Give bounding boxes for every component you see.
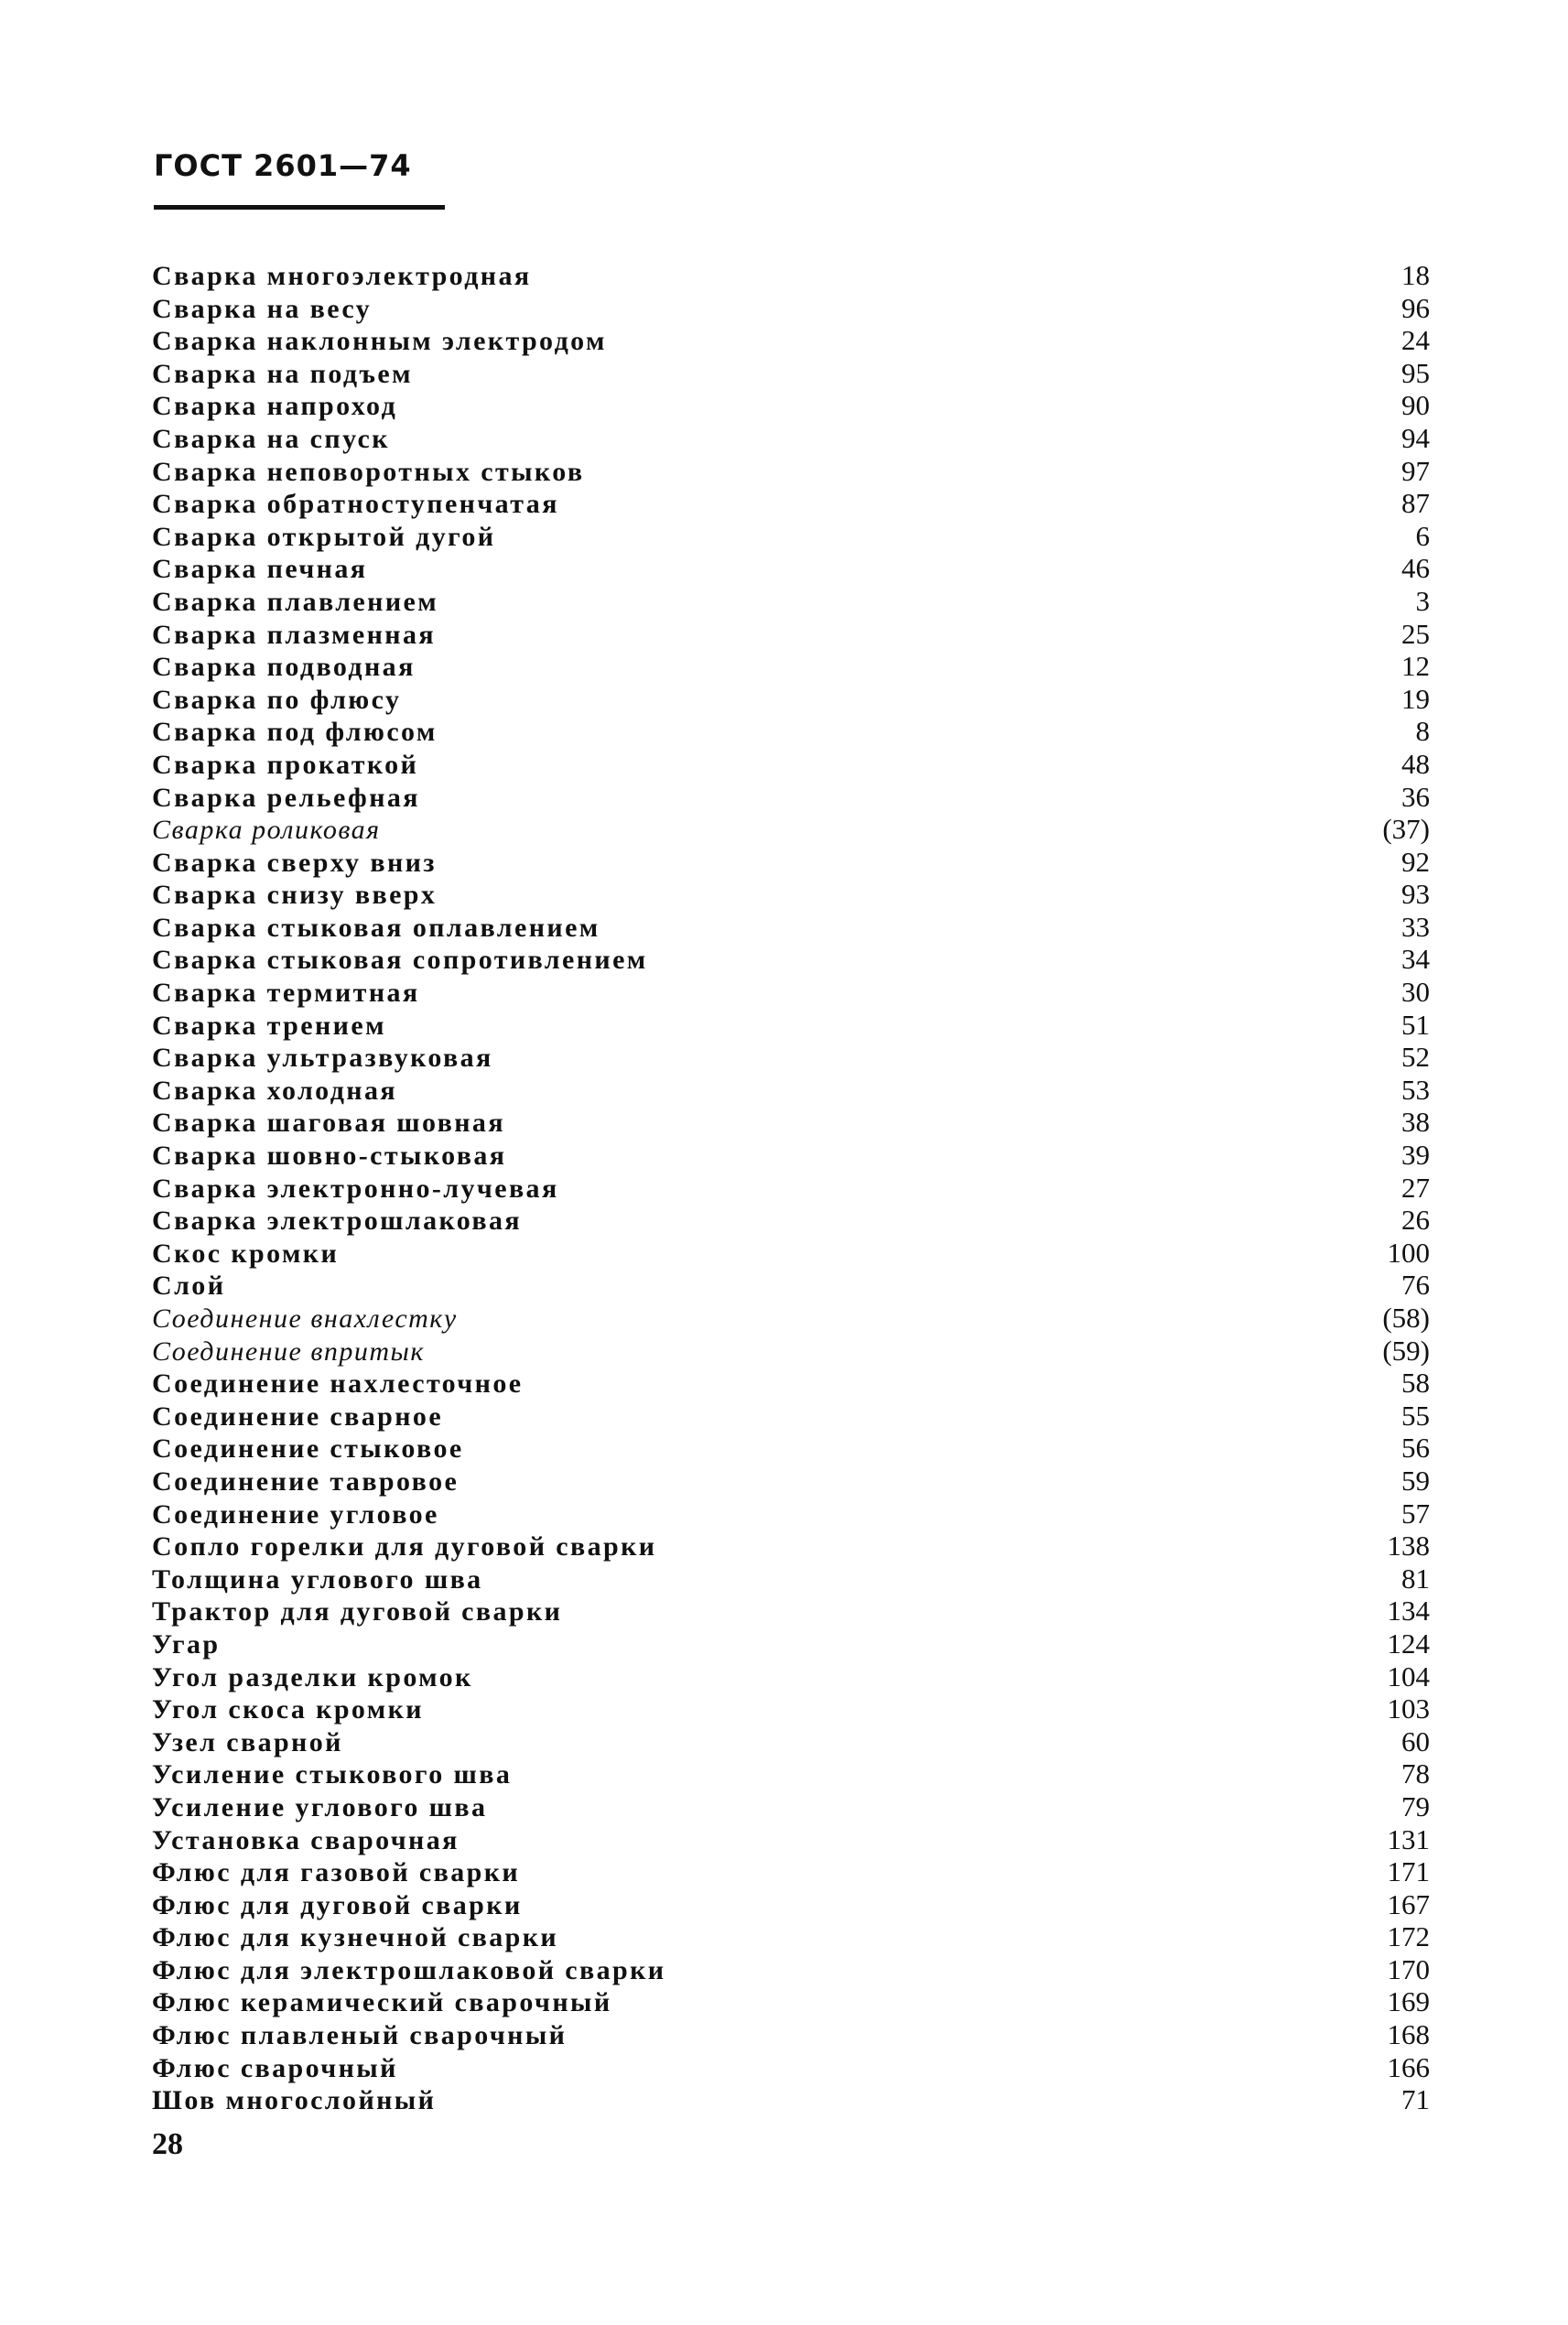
index-entry bbox=[152, 715, 1430, 748]
index-entry bbox=[152, 1563, 1430, 1595]
index-term-number: 96 bbox=[1401, 291, 1430, 324]
index-entry bbox=[152, 1074, 1430, 1107]
index-term: Сварка стыковая сопротивлением bbox=[152, 945, 648, 976]
index-entry bbox=[152, 324, 1430, 357]
index-entry bbox=[152, 878, 1430, 911]
index-term-number: 19 bbox=[1401, 682, 1430, 715]
index-entry bbox=[152, 1106, 1430, 1139]
index-entry bbox=[152, 1757, 1430, 1790]
index-term: Угол разделки кромок bbox=[152, 1661, 473, 1692]
index-term-number: 87 bbox=[1401, 487, 1430, 520]
index-term-number: 58 bbox=[1401, 1367, 1430, 1400]
index-entry bbox=[152, 813, 1430, 846]
index-entry bbox=[152, 781, 1430, 814]
index-term: Сварка по флюсу bbox=[152, 684, 402, 715]
index-term-number: 34 bbox=[1401, 943, 1430, 976]
index-term: Сварка ультразвуковая bbox=[152, 1043, 493, 1074]
index-term: Сварка прокаткой bbox=[152, 749, 419, 780]
index-term: Соединение угловое bbox=[152, 1498, 439, 1530]
index-term-number: (37) bbox=[1382, 813, 1430, 846]
index-entry bbox=[152, 292, 1430, 325]
index-entry bbox=[152, 976, 1430, 1009]
index-term: Соединение стыковое bbox=[152, 1433, 464, 1465]
index-term-number: 94 bbox=[1401, 421, 1430, 454]
index-entry bbox=[152, 1790, 1430, 1823]
index-term: Установка сварочная bbox=[152, 1824, 460, 1855]
index-entry bbox=[152, 259, 1430, 292]
index-term: Сварка трением bbox=[152, 1010, 386, 1041]
header-rule bbox=[154, 205, 445, 210]
index-term: Сварка стыковая оплавлением bbox=[152, 912, 600, 943]
index-term-number: 3 bbox=[1415, 584, 1430, 617]
index-term-number: 8 bbox=[1415, 715, 1430, 748]
index-term: Сварка сверху вниз bbox=[152, 847, 437, 878]
index-term-number: 167 bbox=[1387, 1887, 1430, 1920]
index-term-number: 51 bbox=[1401, 1008, 1430, 1041]
index-term-number: 60 bbox=[1401, 1725, 1430, 1757]
index-entry bbox=[152, 1237, 1430, 1270]
index-term: Флюс для кузнечной сварки bbox=[152, 1922, 559, 1953]
index-term-number: 59 bbox=[1401, 1464, 1430, 1497]
index-entry bbox=[152, 1465, 1430, 1498]
index-entry bbox=[152, 552, 1430, 585]
index-term-number: 55 bbox=[1401, 1399, 1430, 1432]
index-term: Сварка шовно-стыковая bbox=[152, 1141, 507, 1172]
index-term: Сварка открытой дугой bbox=[152, 521, 496, 552]
index-entry bbox=[152, 1920, 1430, 1953]
index-term-number: 12 bbox=[1401, 650, 1430, 683]
index-entry bbox=[152, 618, 1430, 651]
index-entry bbox=[152, 455, 1430, 488]
index-term-number: 168 bbox=[1387, 2018, 1430, 2051]
index-term-number: 6 bbox=[1415, 519, 1430, 552]
index-term-number: 93 bbox=[1401, 878, 1430, 911]
index-term-number: 166 bbox=[1387, 2050, 1430, 2083]
index-term-number: 76 bbox=[1401, 1269, 1430, 1302]
index-term-number: 172 bbox=[1387, 1920, 1430, 1953]
index-term-number: 79 bbox=[1401, 1790, 1430, 1822]
index-term: Угол скоса кромки bbox=[152, 1694, 424, 1725]
index-term-number: 48 bbox=[1401, 747, 1430, 780]
index-term: Слой bbox=[152, 1271, 226, 1302]
index-term-number: 39 bbox=[1401, 1139, 1430, 1172]
index-entry bbox=[152, 2083, 1430, 2116]
index-term-number: 26 bbox=[1401, 1204, 1430, 1237]
index-term: Флюс для газовой сварки bbox=[152, 1857, 521, 1888]
index-entry bbox=[152, 1204, 1430, 1237]
index-term: Узел сварной bbox=[152, 1726, 343, 1757]
index-term: Флюс керамический сварочный bbox=[152, 1987, 612, 2018]
index-term: Соединение впритык bbox=[152, 1336, 425, 1367]
index-term: Сварка электронно-лучевая bbox=[152, 1173, 559, 1204]
index-entry bbox=[152, 943, 1430, 976]
index-term: Соединение сварное bbox=[152, 1400, 444, 1432]
index-term: Угар bbox=[152, 1628, 221, 1660]
index-term: Сварка холодная bbox=[152, 1075, 398, 1106]
index-term: Соединение нахлесточное bbox=[152, 1368, 524, 1400]
index-term-number: 46 bbox=[1401, 552, 1430, 585]
index-term-number: 38 bbox=[1401, 1106, 1430, 1139]
index-term: Шов многослойный bbox=[152, 2085, 437, 2116]
index-entry bbox=[152, 911, 1430, 944]
index-term-number: 138 bbox=[1387, 1530, 1430, 1563]
index-entry bbox=[152, 683, 1430, 716]
index-term-number: 104 bbox=[1387, 1660, 1430, 1692]
index-entry bbox=[152, 357, 1430, 390]
index-entry bbox=[152, 1400, 1430, 1433]
index-term: Сварка снизу вверх bbox=[152, 880, 438, 911]
page-number: 28 bbox=[152, 2127, 183, 2161]
term-index-list bbox=[152, 259, 1430, 2116]
index-term-number: 124 bbox=[1387, 1627, 1430, 1660]
index-term-number: 95 bbox=[1401, 356, 1430, 389]
index-entry bbox=[152, 520, 1430, 553]
index-term: Толщина углового шва bbox=[152, 1563, 483, 1595]
index-term-number: 134 bbox=[1387, 1595, 1430, 1628]
index-term: Сварка электрошлаковая bbox=[152, 1206, 523, 1237]
index-entry bbox=[152, 1628, 1430, 1660]
index-term-number: 30 bbox=[1401, 976, 1430, 1009]
index-term: Сопло горелки для дуговой сварки bbox=[152, 1531, 657, 1563]
index-entry bbox=[152, 1139, 1430, 1172]
index-term-number: 81 bbox=[1401, 1562, 1430, 1595]
index-entry bbox=[152, 1269, 1430, 1302]
index-term-number: 100 bbox=[1387, 1236, 1430, 1269]
index-term-number: 36 bbox=[1401, 780, 1430, 813]
index-term: Сварка на весу bbox=[152, 293, 373, 324]
index-term: Сварка под флюсом bbox=[152, 717, 438, 748]
index-term-number: 131 bbox=[1387, 1822, 1430, 1855]
index-entry bbox=[152, 1335, 1430, 1368]
index-term: Сварка роликовая bbox=[152, 815, 381, 846]
index-entry bbox=[152, 585, 1430, 618]
index-term-number: (59) bbox=[1382, 1334, 1430, 1367]
index-entry bbox=[152, 1953, 1430, 1986]
index-term-number: 27 bbox=[1401, 1171, 1430, 1204]
index-term: Усиление стыкового шва bbox=[152, 1759, 513, 1790]
index-entry bbox=[152, 487, 1430, 520]
index-term: Флюс сварочный bbox=[152, 2052, 398, 2083]
index-entry bbox=[152, 1367, 1430, 1400]
index-term: Соединение внахлестку bbox=[152, 1303, 458, 1334]
index-entry bbox=[152, 650, 1430, 683]
index-term: Флюс для дуговой сварки bbox=[152, 1889, 523, 1920]
index-term: Сварка неповоротных стыков bbox=[152, 456, 585, 487]
index-term-number: 24 bbox=[1401, 324, 1430, 357]
index-term-number: 71 bbox=[1401, 2083, 1430, 2116]
index-term-number: 171 bbox=[1387, 1855, 1430, 1888]
index-term-number: 25 bbox=[1401, 617, 1430, 650]
index-term: Сварка плавлением bbox=[152, 586, 439, 617]
index-term-number: 53 bbox=[1401, 1073, 1430, 1106]
index-term-number: 170 bbox=[1387, 1952, 1430, 1985]
index-entry bbox=[152, 1041, 1430, 1074]
index-entry bbox=[152, 1498, 1430, 1530]
index-term-number: 92 bbox=[1401, 845, 1430, 878]
index-entry bbox=[152, 1888, 1430, 1921]
index-term-number: (58) bbox=[1382, 1302, 1430, 1334]
index-entry bbox=[152, 422, 1430, 455]
index-term-number: 52 bbox=[1401, 1041, 1430, 1074]
index-term-number: 78 bbox=[1401, 1757, 1430, 1790]
index-term: Сварка термитная bbox=[152, 978, 420, 1009]
index-entry bbox=[152, 1530, 1430, 1563]
index-term: Соединение тавровое bbox=[152, 1465, 460, 1497]
index-entry bbox=[152, 1725, 1430, 1758]
index-term: Флюс для электрошлаковой сварки bbox=[152, 1954, 666, 1985]
index-entry bbox=[152, 1432, 1430, 1465]
index-term: Флюс плавленый сварочный bbox=[152, 2020, 568, 2051]
index-term-number: 169 bbox=[1387, 1985, 1430, 2018]
index-term: Сварка печная bbox=[152, 554, 368, 585]
index-term: Сварка на подъем bbox=[152, 358, 413, 389]
index-term-number: 90 bbox=[1401, 389, 1430, 422]
index-entry bbox=[152, 1692, 1430, 1725]
index-term-number: 57 bbox=[1401, 1497, 1430, 1530]
index-entry bbox=[152, 1302, 1430, 1335]
index-term: Усиление углового шва bbox=[152, 1791, 488, 1822]
index-entry bbox=[152, 1172, 1430, 1205]
index-term: Трактор для дуговой сварки bbox=[152, 1596, 563, 1628]
index-term: Сварка напроход bbox=[152, 391, 398, 422]
index-entry bbox=[152, 1660, 1430, 1693]
index-term: Сварка многоэлектродная bbox=[152, 261, 532, 291]
index-term: Сварка рельефная bbox=[152, 782, 420, 813]
index-entry bbox=[152, 1009, 1430, 1042]
index-entry bbox=[152, 1855, 1430, 1888]
index-entry bbox=[152, 2051, 1430, 2084]
index-entry bbox=[152, 846, 1430, 879]
index-term-number: 18 bbox=[1401, 259, 1430, 291]
index-term: Сварка плазменная bbox=[152, 619, 436, 650]
document-header: ГОСТ 2601—74 bbox=[154, 148, 412, 183]
index-term-number: 97 bbox=[1401, 454, 1430, 487]
index-entry bbox=[152, 389, 1430, 422]
index-entry bbox=[152, 2018, 1430, 2051]
index-term: Сварка шаговая шовная bbox=[152, 1108, 505, 1139]
index-term-number: 56 bbox=[1401, 1432, 1430, 1465]
index-entry bbox=[152, 1985, 1430, 2018]
index-term: Сварка на спуск bbox=[152, 423, 390, 454]
index-term: Сварка обратноступенчатая bbox=[152, 489, 559, 520]
index-term-number: 33 bbox=[1401, 910, 1430, 943]
index-term: Скос кромки bbox=[152, 1238, 340, 1269]
index-term: Сварка подводная bbox=[152, 652, 416, 683]
index-entry bbox=[152, 1595, 1430, 1628]
index-entry bbox=[152, 1823, 1430, 1856]
index-entry bbox=[152, 748, 1430, 781]
index-term-number: 103 bbox=[1387, 1692, 1430, 1725]
index-term: Сварка наклонным электродом bbox=[152, 326, 607, 357]
